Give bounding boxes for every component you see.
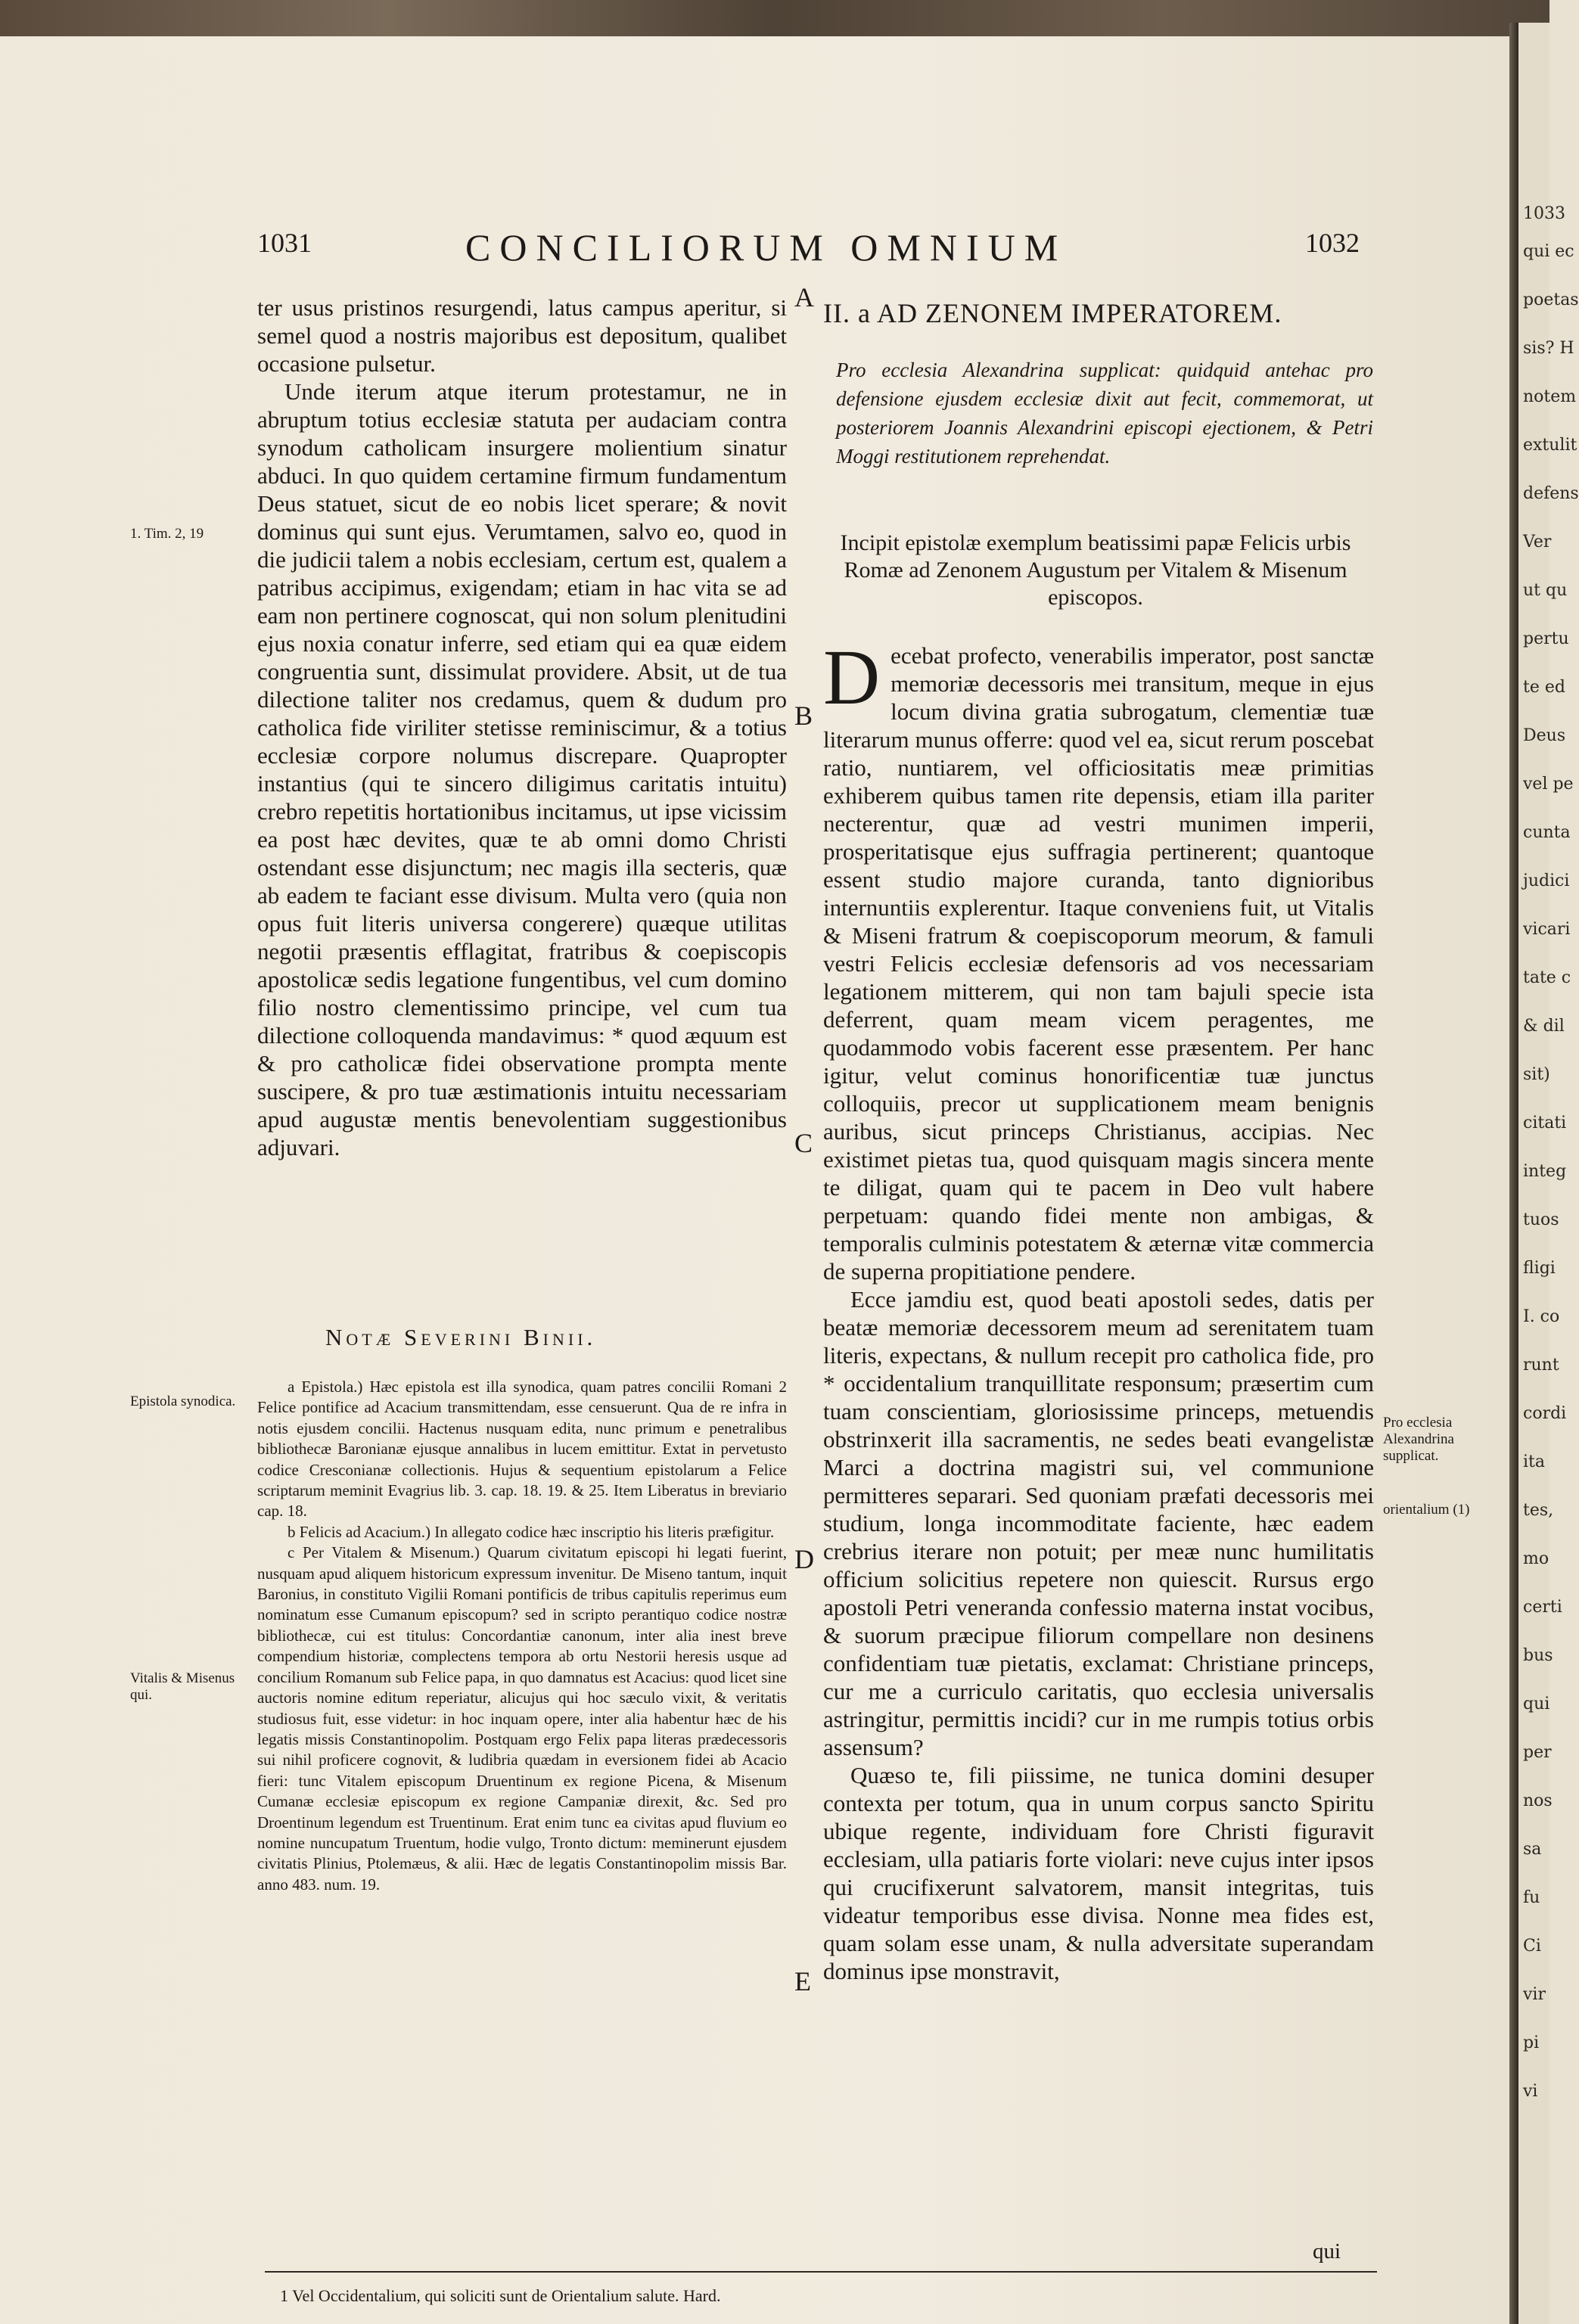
section-marker-d: D bbox=[794, 1544, 814, 1574]
right-column bbox=[823, 634, 1374, 1985]
footnote-rule bbox=[265, 2271, 1377, 2273]
next-page-fragment: & dil bbox=[1523, 1017, 1565, 1036]
next-page-edge bbox=[1518, 23, 1579, 2324]
next-page-fragment: sis? H bbox=[1523, 339, 1574, 358]
next-page-fragment: defens bbox=[1523, 484, 1579, 503]
next-page-fragment: certi bbox=[1523, 1598, 1562, 1617]
next-page-fragment: nos bbox=[1523, 1791, 1553, 1810]
next-page-fragment: tate c bbox=[1523, 968, 1571, 987]
book-gutter bbox=[1509, 23, 1518, 2324]
left-paragraph: Unde iterum atque iterum protestamur, ne in abruptum totius ecclesiæ statuta per audaciam contra synodum catholicam insurgere molientium sinatur abduci. In quo quidem certamine firmum fundamentum Deus statuet, sicut de eo nobis licet sperare; & novit dominus qui sunt ejus. Verumtamen, salvo eo, quod in die judicii talem a nobis ecclesiam, certum est, qualem a patribus accipimus, exigendam; etiam in hac vita se ad eam non pertinere cognoscat, qui non solum plenitudini ejus noxia conatur inferre, sed etiam qui ea quæ eidem congruentia sunt, dissimulat providere. Absit, ut de tua dilectione taliter nos credamus, quem & dudum pro catholica fide viriliter stetisse reminiscimur, & a totius ecclesiæ corpore nolumus discrepare. Quapropter instantius (qui te sincero diligimus caritatis intuitu) crebro repetitis hortationibus incitamus, ut ipse vicissim ea post hæc devites, quæ te ab omni domo Christi ostendant esse disjunctum; nec magis illa secteris, quæ ab eadem te faciant esse divisum. Multa vero (quia non opus fuit literis universa congerere) quæque utilitas negotii præsentis efflagitat, fratribus & coepiscopis apostolicæ sedis legatione fungentibus, vel cum domino filio nostro clementissimo principe, vel cum tua dilectione colloquenda mandavimus: * quod æquum est & pro catholicæ fidei observatione prompta mente suscipere, & pro tuæ æstimationis intuitu necessariam apud augustæ mentis benevolentiam suggestionibus adjuvari. bbox=[257, 378, 787, 1160]
next-page-fragment: vi bbox=[1523, 2082, 1538, 2101]
next-page-fragment: vel pe bbox=[1523, 775, 1574, 794]
next-page-fragment: judici bbox=[1523, 872, 1570, 890]
next-page-fragment: extulit bbox=[1523, 436, 1577, 455]
incipit: Incipit epistolæ exemplum beatissimi papæ Felicis urbis Romæ ad Zenonem Augustum per Vitalem & Misenum episcopos. bbox=[840, 530, 1351, 610]
chapter-title: II. a AD ZENONEM IMPERATOREM. bbox=[823, 298, 1282, 328]
chapter-summary: Pro ecclesia Alexandrina supplicat: quidquid antehac pro defensione ejusdem ecclesiæ dixit aut fecit, commemorat, ut posteriorem Joannis Alexandrini episcopi ejectionem, & Petri Moggi restitutionem reprehendat. bbox=[836, 359, 1373, 468]
next-page-fragment: cordi bbox=[1523, 1404, 1567, 1423]
drop-cap: D bbox=[823, 634, 881, 721]
next-page-fragment: tuos bbox=[1523, 1210, 1559, 1229]
background-strip bbox=[0, 0, 1549, 36]
left-page-number: 1031 bbox=[257, 228, 312, 258]
next-page-fragment: fu bbox=[1523, 1888, 1540, 1907]
next-page-fragment: per bbox=[1523, 1743, 1552, 1762]
next-page-fragment: Ci bbox=[1523, 1937, 1541, 1956]
margin-note-alexandrina: Pro ecclesia Alexandrina supplicat. bbox=[1383, 1415, 1454, 1464]
margin-note-scripture: 1. Tim. 2, 19 bbox=[130, 526, 204, 542]
next-page-fragment: ut qu bbox=[1523, 581, 1568, 600]
next-page-fragment: vir bbox=[1523, 1985, 1546, 2004]
next-page-fragment: sa bbox=[1523, 1840, 1542, 1859]
note-item: a Epistola.) Hæc epistola est illa synodica, quam patres concilii Romani 2 Felice pontifice ad Acacium transmittendam, esse censuerunt. Qua de re infra in notis ejusdem concilii. Hactenus nusquam edita, nunc primum e penetralibus bibliothecæ Baronianæ ejusque annalibus in lucem emittitur. Extat in pervetusto codice Cresconianæ collectionis. Hujus & sequentium epistolarum a Felice scriptarum meminit Evagrius lib. 3. cap. 18. 19. & 25. Item Liberatus in breviario cap. 18. bbox=[257, 1378, 787, 1521]
left-column bbox=[257, 294, 787, 1161]
next-page-fragment: tes, bbox=[1523, 1501, 1554, 1520]
section-marker-c: C bbox=[794, 1128, 813, 1158]
next-page-fragment: pertu bbox=[1523, 629, 1569, 648]
letter-text: ecebat profecto, venerabilis imperator, post sanctæ memoriæ decessoris mei transitum, meque in ejus locum divina gratia subrogatum, clementiæ tuæ literarum munus offerre: quod vel ea, sicut rerum poscebat ratio, nuntiarem, vel officiositatis meæ primitias exhiberem quibus tamen rite depensis, etiam illa pariter necterentur, quæ ad vestri munimen imperii, prosperitatisque ejus suffragia pertinerent; quantoque essent studio majore curanda, tanto dignioribus internuntiis explerentur. Itaque conveniens fuit, ut Vitalis & Miseni fratrum & coepiscoporum meorum, & famuli vestri Felicis ecclesiæ defensoris ad vos necessariam legationem mitterem, qui non tam bajuli specie ista deferrent, quam meam vicem peragentes, me quodammodo vobis facerent esse præsentem. Per hanc igitur, velut cominus honorificentiæ tuæ junctus colloquiis, precor ut supplicationem meam benignis auribus, sicut princeps Christianus, accipias. Nec existimet pietas tua, quod quisquam magis sincera mente te diligat, quam qui te pacem in Deo vult habere perpetuam: quando fidei mente non ambigas, & temporalis culminis potestatem & æternæ vitæ commercia de superna propitiatione pendere. bbox=[823, 642, 1374, 1285]
left-paragraph: ter usus pristinos resurgendi, latus campus aperitur, si semel quod a nostris majoribus est depositum, qualibet occasione pulsetur. bbox=[257, 294, 787, 377]
margin-note-vitalis: Vitalis & Misenus qui. bbox=[130, 1670, 235, 1703]
next-page-fragment: sit) bbox=[1523, 1065, 1550, 1084]
next-page-fragment: Ver bbox=[1523, 533, 1552, 551]
next-page-fragment: mo bbox=[1523, 1549, 1549, 1568]
next-page-fragment: notem bbox=[1523, 387, 1577, 406]
notes-heading: Notæ Severini Binii. bbox=[325, 1324, 597, 1350]
letter-paragraph: Ecce jamdiu est, quod beati apostoli sedes, datis per beatæ memoriæ decessorem meum ad serenitatem tuam literis, expectans, & nullum recepit pro catholica fide, pro * occidentalium tranquillitate responsum; præsertim cum tuam conscientiam, gloriosissime princeps, metuendis obstrinxerit illa sacramentis, ne sedes beati evangelistæ Marci a doctrina magistri sui, vel communione permitteres separari. Sed quoniam præfati decessoris mei studium, longa incommoditate faciente, hæc eadem crebrius iterare non potuit; per meæ nunc humilitatis officium solicitius repetere non quiescit. Rursus ergo apostoli Petri veneranda confessio materna instat vocibus, & suorum præcipue filiorum compellare non desinens confidentiam tuæ pietatis, exclamat: Christiane princeps, cur me a curriculo caritatis, quo ecclesia universalis astringitur, permittis incidi? cur in me rumpis totius orbis assensum? bbox=[823, 1286, 1374, 1760]
running-title: CONCILIORUM OMNIUM bbox=[465, 226, 1068, 269]
catchword: qui bbox=[1313, 2239, 1341, 2263]
letter-paragraph bbox=[823, 634, 1374, 1285]
next-page-fragment: integ bbox=[1523, 1162, 1567, 1181]
next-page-fragment: vicari bbox=[1523, 920, 1571, 939]
next-page-fragment: ita bbox=[1523, 1452, 1545, 1471]
next-page-fragment: I. co bbox=[1523, 1307, 1560, 1326]
section-marker-b: B bbox=[794, 701, 813, 731]
notes-block bbox=[257, 1377, 787, 1895]
note-item: c Per Vitalem & Misenum.) Quarum civitatum episcopi hi legati fuerint, nusquam apud aliquem historicum expressum invenitur. De Miseno tantum, inquit Baronius, in constituto Vigilii Romani pontificis de tribus capitulis reperimus eum nominatum esse Cumanum episcopum? sed in scripto perantiquo codice nostræ bibliothecæ, cui est titulus: Concordantiæ canonum, inter alia inest breve compendium historiæ, complectens tempora ab ortu Nestorii heresis usque ad concilium Romanum sub Felice papa, in quo damnatus est Acacius: quod licet sine auctoris nomine editum reperiatur, alicujus qui hoc sæculo vixit, & veritatis studiosus fuit, esse videtur: in hoc inquam opere, inter alia habentur hæc de his legatis missis Constantinopolim. Postquam ergo Felix papa literas prædecessoris sui nihil proficere cognovit, & ludibria quædam in eversionem fidei ab Acacio fieri: tunc Vitalem episcopum Druentinum ex regione Picena, & Misenum Cumanæ ecclesiæ episcopum ex regione Campaniæ direxit, &c. Sed pro Droentinum legendum est Truentinum. Erat enim tunc ea civitas apud fluvium eo nomine nuncupatum Truentum, hodie vulgo, Tronto dictum: meminerunt ejusdem civitatis Plinius, Ptolemæus, & alii. Hæc de legatis Constantinopolim missis Bar. anno 483. num. 19. bbox=[257, 1543, 787, 1894]
next-page-fragment: pi bbox=[1523, 2034, 1540, 2052]
right-page-number: 1032 bbox=[1305, 228, 1360, 258]
next-page-fragment: Deus bbox=[1523, 726, 1566, 745]
margin-note-orientalium: orientalium (1) bbox=[1383, 1502, 1470, 1518]
next-page-fragment: qui bbox=[1523, 1695, 1550, 1713]
section-marker-a: A bbox=[794, 282, 814, 312]
next-page-fragment: citati bbox=[1523, 1114, 1567, 1132]
margin-note-epistola: Epistola synodica. bbox=[130, 1393, 236, 1409]
next-page-fragment: fligi bbox=[1523, 1259, 1556, 1278]
letter-paragraph: Quæso te, fili piissime, ne tunica domini desuper contexta per totum, qua in unum corpus sancto Spiritu ubique regente, individuam fore Christi figuravit ecclesiam, ulla patiaris forte violari: neve cujus inter ipsos qui crucifixerunt salvatorem, mansit integritas, tuis videatur temporibus esse divisa. Nonne mea fides est, quam solam esse unam, & nulla adversitate superandam dominus ipse monstravit, bbox=[823, 1762, 1374, 1984]
section-marker-e: E bbox=[794, 1966, 811, 1996]
footnote: 1 Vel Occidentalium, qui soliciti sunt de Orientalium salute. Hard. bbox=[280, 2286, 721, 2305]
next-page-fragment: cunta bbox=[1523, 823, 1571, 842]
next-page-number: 1033 bbox=[1523, 204, 1565, 223]
note-item: b Felicis ad Acacium.) In allegato codice hæc inscriptio his literis præfigitur. bbox=[288, 1522, 775, 1541]
next-page-fragment: qui ec bbox=[1523, 242, 1574, 261]
next-page-fragment: runt bbox=[1523, 1356, 1559, 1375]
next-page-fragment: te ed bbox=[1523, 678, 1565, 697]
next-page-fragment: bus bbox=[1523, 1646, 1553, 1665]
next-page-fragment: poetas bbox=[1523, 290, 1579, 309]
